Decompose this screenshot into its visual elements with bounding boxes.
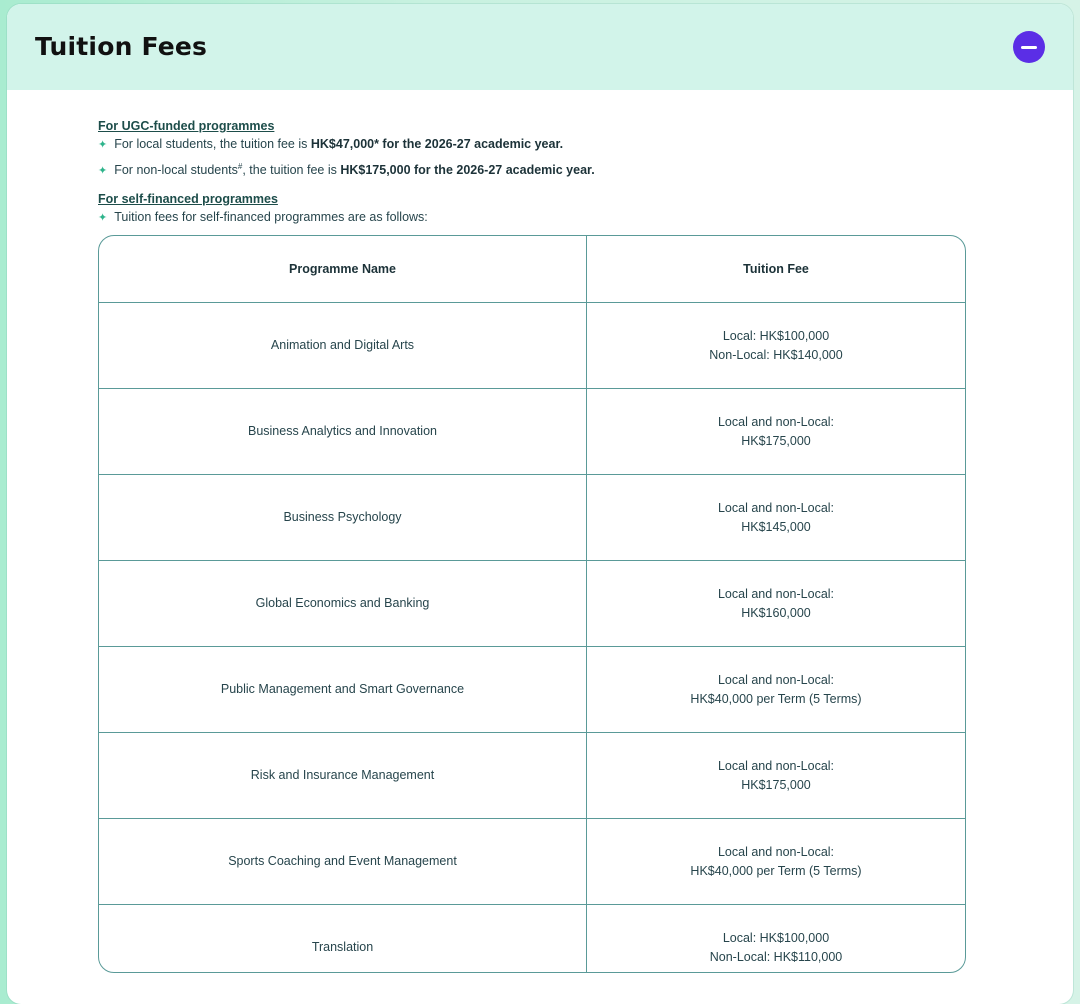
table-row [99,561,965,647]
fee-line: Local and non-Local: [717,672,835,687]
tuition-fee [587,733,966,819]
fee-line: HK$160,000 [741,605,811,620]
ugc-nonlocal-mid: , the tuition fee is [242,163,341,178]
fee-line: Local and non-Local: [717,500,835,515]
collapse-button[interactable] [1013,31,1045,63]
tuition-fee [587,389,966,475]
fee-line: HK$40,000 per Term (5 Terms) [690,863,862,878]
fee-line: Local and non-Local: [717,414,835,429]
panel-title: Tuition Fees [35,32,208,61]
minus-icon [1021,46,1037,49]
table-row [99,303,965,389]
fee-line: Non-Local: HK$140,000 [709,347,843,362]
fee-line: Local and non-Local: [717,586,835,601]
tuition-fee [587,475,966,561]
programme-name: Sports Coaching and Event Management [99,819,587,905]
programme-name: Animation and Digital Arts [99,303,587,389]
ugc-heading: For UGC-funded programmes [98,119,275,133]
table-row [99,475,965,561]
tuition-fee [587,905,966,974]
tuition-fee [587,561,966,647]
programme-name: Global Economics and Banking [99,561,587,647]
programme-name: Translation [99,905,587,974]
tuition-fee [587,303,966,389]
ugc-nonlocal-fee: HK$175,000 for the 2026-27 academic year. [340,163,595,178]
column-header-fee: Tuition Fee [587,236,966,303]
programme-name: Business Psychology [99,475,587,561]
self-financed-bullet [98,207,978,229]
table-header-row [99,236,965,303]
tuition-fee-table [98,235,966,973]
footnote-mark: # [237,162,243,171]
table-row [99,905,965,974]
fee-line: HK$40,000 per Term (5 Terms) [690,691,862,706]
tuition-fee [587,647,966,733]
table-row [99,389,965,475]
table-row [99,733,965,819]
programme-name: Public Management and Smart Governance [99,647,587,733]
ugc-nonlocal-text: For non-local students [114,163,238,178]
ugc-local-fee: HK$47,000* for the 2026-27 academic year. [310,137,564,151]
ugc-nonlocal-bullet [98,156,978,182]
panel-header[interactable] [7,4,1073,90]
fee-line: Local and non-Local: [717,844,835,859]
self-financed-heading: For self-financed programmes [98,192,278,207]
fee-notes [98,118,978,229]
column-header-programme: Programme Name [99,236,587,303]
fee-line: HK$175,000 [741,777,811,792]
fee-line: Local: HK$100,000 [722,328,830,343]
fee-line: HK$145,000 [741,519,811,534]
sparkle-icon: ✦ [98,212,108,225]
tuition-fee [587,819,966,905]
self-financed-intro: Tuition fees for self-financed programmes are as follows: [114,210,428,225]
sparkle-icon: ✦ [98,139,108,151]
fee-line: Local: HK$100,000 [722,930,830,945]
ugc-local-bullet [98,134,978,156]
table-row [99,819,965,905]
fee-line: HK$175,000 [741,433,811,448]
programme-name: Risk and Insurance Management [99,733,587,819]
ugc-local-text: For local students, the tuition fee is [114,137,311,151]
sparkle-icon: ✦ [98,165,108,178]
fee-line: Non-Local: HK$110,000 [709,949,843,964]
fee-line: Local and non-Local: [717,758,835,773]
table-row [99,647,965,733]
programme-name: Business Analytics and Innovation [99,389,587,475]
